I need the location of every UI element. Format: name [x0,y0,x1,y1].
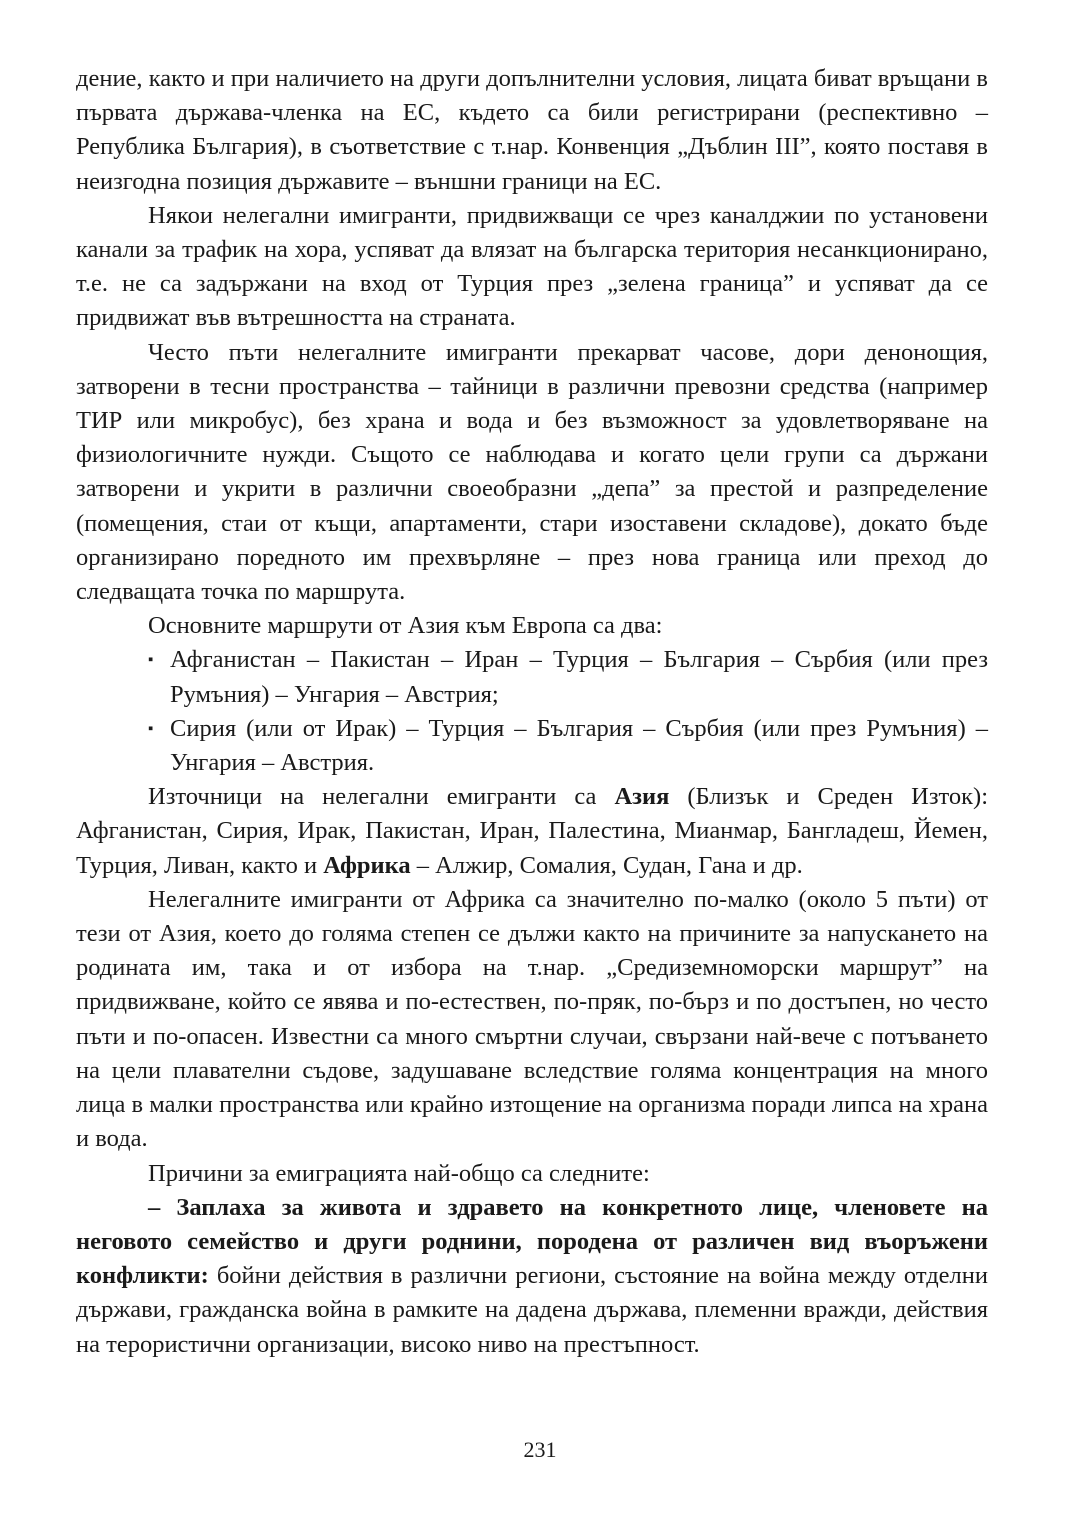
route-text: Афганистан – Пакистан – Иран – Турция – България – Сърбия (или през Румъния) – Унгария – Австрия; [170,646,988,708]
sources-text-c: – Алжир, Сомалия, Судан, Гана и др. [410,851,803,879]
page-number: 231 [523,1437,557,1462]
bullet-icon: ▪ [148,652,154,669]
page-body [76,62,988,1362]
paragraph-routes-intro: Основните маршрути от Азия към Европа са два: [148,612,663,640]
sources-text-b: (Близък и Среден Изток): Афганистан, Сирия, Ирак, Пакистан, Иран, Палестина, Мианмар, Бангладеш, Йемен, Турция, Ливан, както и [76,783,989,879]
sources-asia: Азия [614,783,670,811]
threat-heading: – Заплаха за живота и здравето на конкретното лице, членовете на неговото семейство и други роднини, породена от различен вид въоръжени конфликти: [76,1193,988,1290]
paragraph-smugglers: Някои нелегални имигранти, придвижващи се чрез каналджии по установени канали за трафик на хора, успяват да влязат на българска територия несанкционирано, т.е. не са задържани на вход от Турция през „зелена граница” и успяват да се придвижат във вътрешността на страната. [76,201,988,332]
list-item [148,643,988,711]
paragraph-sources [76,780,988,883]
paragraph-africa: Нелегалните имигранти от Африка са значително по-малко (около 5 пъти) от тези от Азия, което до голяма степен се дължи както на причините за напускането на родината им, така и от избора на т.нар. „Средиземноморски маршрут” на придвижване, който се явява и по-естествен, по-пряк, по-бърз и по достъпен, но често пъти и по-опасен. Известни са много смъртни случаи, свързани най-вече с потъването на цели плавателни съдове, задушаване вследствие голяма концентрация на много лица в малки пространства или крайно изтощение на организма поради липса на храна и вода. [76,885,988,1153]
sources-africa: Африка [323,851,411,879]
paragraph-threat [76,1191,988,1362]
paragraph-causes-intro: Причини за емиграцията най-общо са следните: [148,1159,650,1187]
paragraph-conditions: Често пъти нелегалните имигранти прекарват часове, дори денонощия, затворени в тесни пространства – тайници в различни превозни средства (например ТИР или микробус), без храна и вода и без възможност за удовлетворяване на физиологичните нужди. Същото се наблюдава и когато цели групи са държани затворени и укрити в различни своеобразни „депа” за престой и разпределение (помещения, стаи от къщи, апартаменти, стари изоставени складове), докато бъде организирано поредното им прехвърляне – през нова граница или преход до следващата точка по маршрута. [76,338,988,606]
paragraph-dublin: дение, както и при наличието на други допълнителни условия, лицата биват връщани в първата държава-членка на ЕС, където са били регистрирани (респективно – Република България), в съответствие с т.нар. Конвенция „Дъблин III”, която поставя в неизгодна позиция държавите – външни граници на ЕС. [76,65,988,195]
threat-text: бойни действия в различни региони, състояние на война между отделни държави, гражданска война в рамките на дадена държава, племенни вражди, действия на терористични организации, високо ниво на престъпност. [76,1262,988,1358]
bullet-icon: ▪ [148,720,154,737]
list-item [148,712,988,780]
routes-list [76,643,988,780]
route-text: Сирия (или от Ирак) – Турция – България – Сърбия (или през Румъния) – Унгария – Австрия. [170,714,988,777]
sources-text-a: Източници на нелегални емигранти са [148,783,615,811]
